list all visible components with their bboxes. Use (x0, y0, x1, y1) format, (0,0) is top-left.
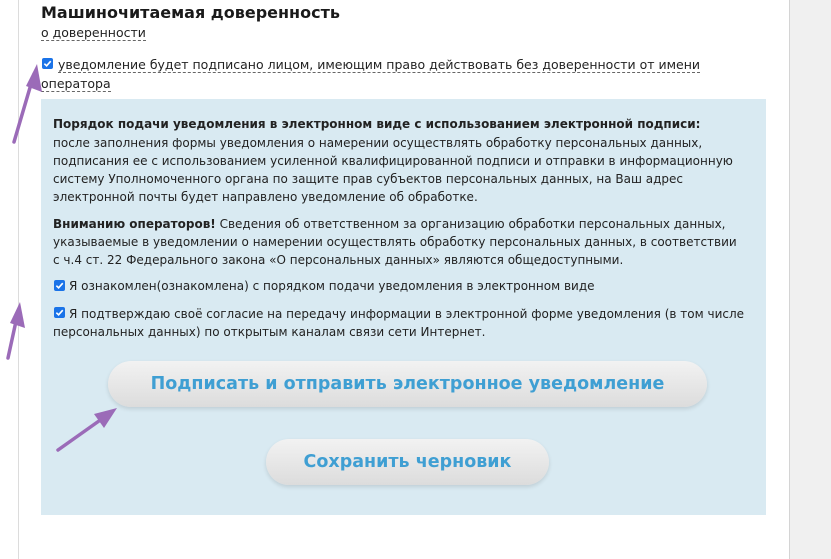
signer-checkbox-label[interactable]: уведомление будет подписано лицом, имеющим право действовать без доверенности от имени (58, 57, 701, 72)
procedure-text: систему Уполномоченного органа по защите прав субъектов персональных данных, на Ваш адрес (53, 172, 683, 186)
arrowhead-icon (94, 408, 117, 428)
procedure-text: подписания ее с использованием усиленной квалифицированной подписи и отправки в информационную (53, 154, 733, 168)
about-power-of-attorney-link[interactable]: о доверенности (41, 25, 146, 40)
consent-checkbox-label[interactable]: Я подтверждаю своё согласие на передачу информации в электронной форме уведомления (в том числе (69, 307, 745, 321)
procedure-text: после заполнения формы уведомления о намерении осуществлять обработку персональных данных, (53, 136, 703, 150)
signer-checkbox-label-cont[interactable]: оператора (41, 76, 111, 91)
attention-text: с ч.4 ст. 22 Федерального закона «О персональных данных» являются общедоступными. (53, 253, 624, 267)
annotation-arrow (58, 416, 106, 450)
attention-text: указываемые в уведомлении о намерении осуществлять обработку персональных данных, в соответствии (53, 235, 737, 249)
save-draft-button[interactable]: Сохранить черновик (266, 439, 549, 485)
consent-checkbox-label-cont[interactable]: персональных данных) по открытым каналам связи сети Интернет. (53, 325, 486, 339)
procedure-text: электронной почты будет направлено уведомление об обработке. (53, 190, 478, 204)
section-title: Машиночитаемая доверенность (41, 3, 340, 22)
sign-and-send-button[interactable]: Подписать и отправить электронное уведомление (108, 361, 707, 407)
acknowledge-checkbox-label[interactable]: Я ознакомлен(ознакомлена) с порядком подачи уведомления в электронном виде (69, 279, 595, 293)
procedure-title: Порядок подачи уведомления в электронном виде с использованием электронной подписи: (53, 117, 701, 131)
attention-text: Вниманию операторов! Сведения об ответственном за организацию обработки персональных данных, (53, 217, 726, 231)
arrowhead-icon (10, 302, 25, 328)
